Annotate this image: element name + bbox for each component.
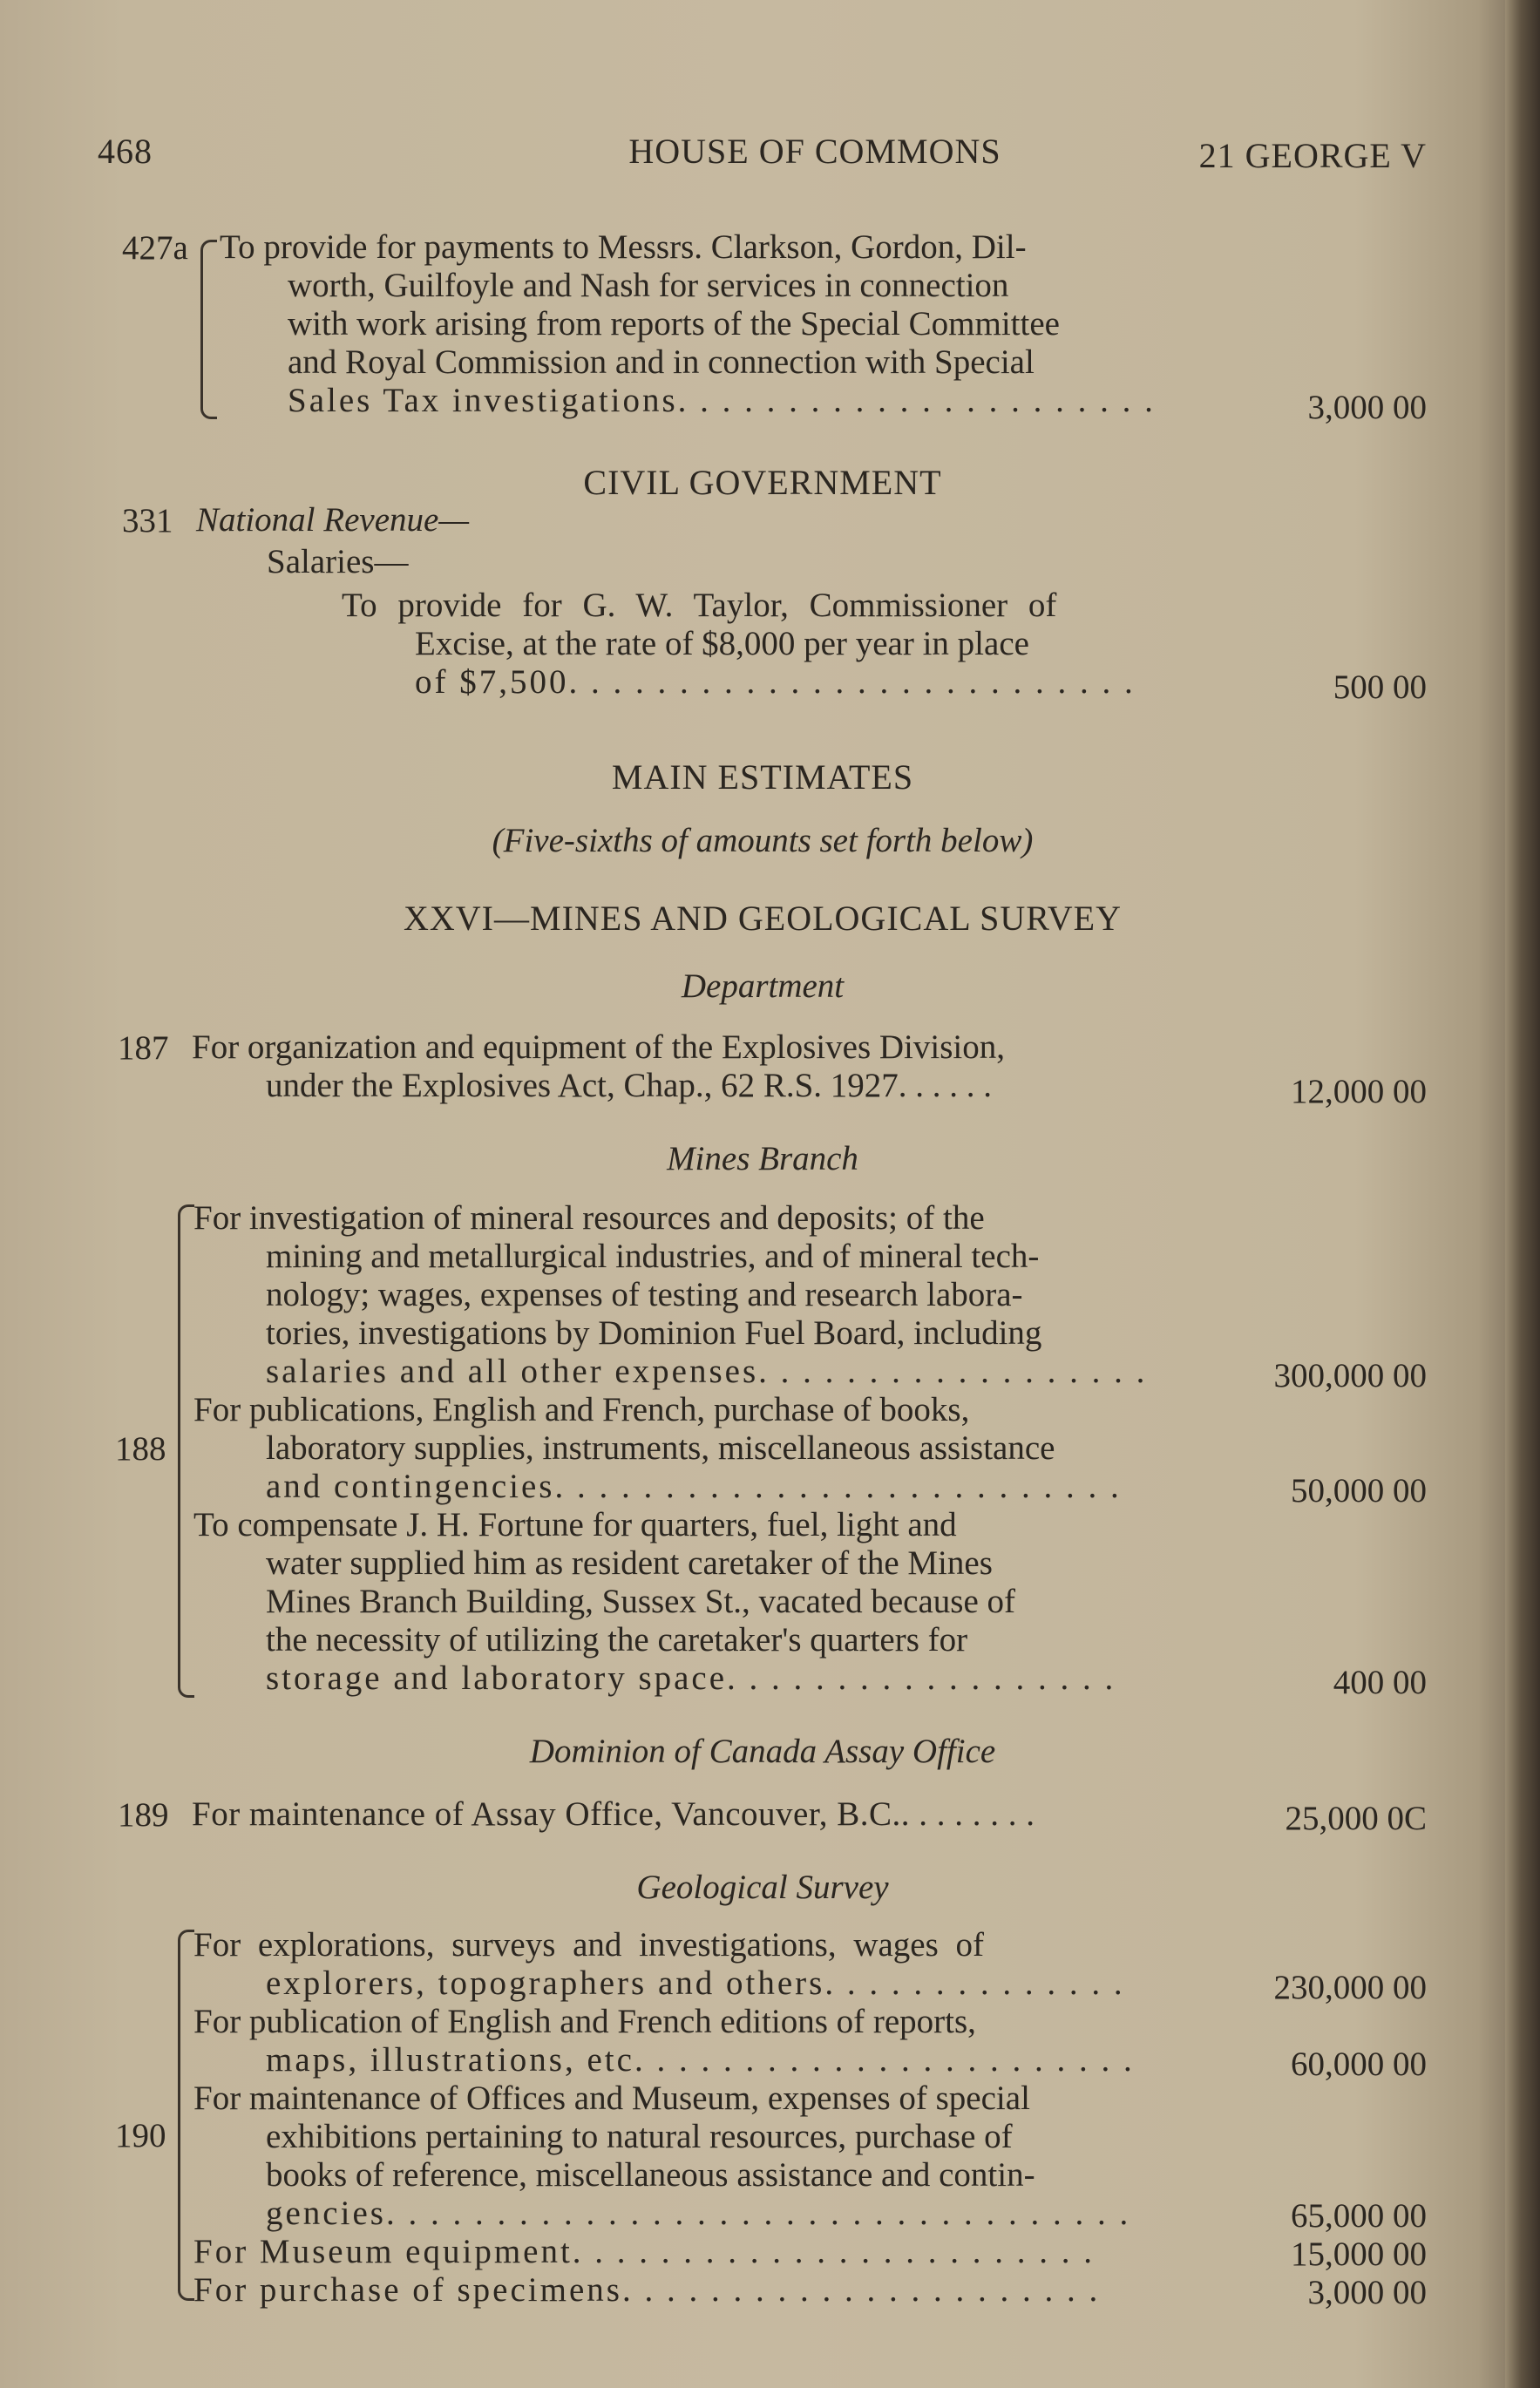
text-line: worth, Guilfoyle and Nash for services in connection <box>288 267 1009 304</box>
section-note: (Five-sixths of amounts set forth below) <box>492 822 1034 859</box>
text-line: For maintenance of Assay Office, Vancouver, B.C.. . . . . . . . <box>192 1795 1035 1833</box>
text-line: under the Explosives Act, Chap., 62 R.S. 1927. . . . . . <box>266 1067 993 1104</box>
text-line: For explorations, surveys and investigations, wages of <box>193 1926 985 1964</box>
text-line: storage and laboratory space. . . . . . . . . . . . . . . . . . <box>266 1659 1116 1697</box>
amount: 12,000 00 <box>1291 1073 1427 1110</box>
subsection-heading: Dominion of Canada Assay Office <box>529 1733 996 1770</box>
amount: 15,000 00 <box>1291 2235 1427 2273</box>
text-line: For organization and equipment of the Explosives Division, <box>192 1028 1005 1066</box>
text-line: Sales Tax investigations. . . . . . . . . . . . . . . . . . . . . . <box>288 382 1156 419</box>
page-number: 468 <box>98 132 153 171</box>
text-line: and contingencies. . . . . . . . . . . . . . . . . . . . . . . . . . <box>266 1468 1122 1505</box>
subsection-heading: Geological Survey <box>636 1869 889 1906</box>
amount: 3,000 00 <box>1307 389 1427 426</box>
text-line: books of reference, miscellaneous assistance and contin- <box>266 2156 1035 2194</box>
text-line: explorers, topographers and others. . . . . . . . . . . . . . <box>266 1964 1125 2002</box>
text-line: For publication of English and French editions of reports, <box>193 2003 976 2040</box>
vote-number: 190 <box>115 2117 166 2154</box>
text-line: For Museum equipment. . . . . . . . . . . . . . . . . . . . . . . . <box>193 2233 1096 2270</box>
text-line: For maintenance of Offices and Museum, expenses of special <box>193 2079 1030 2117</box>
text-line: with work arising from reports of the Special Committee <box>288 305 1060 343</box>
section-heading: CIVIL GOVERNMENT <box>583 463 942 502</box>
section-heading: XXVI—MINES AND GEOLOGICAL SURVEY <box>404 899 1122 938</box>
department-name: National Revenue— <box>196 501 470 539</box>
text-line: the necessity of utilizing the caretaker's quarters for <box>266 1621 968 1659</box>
subsection-heading: Mines Branch <box>667 1140 858 1177</box>
amount: 50,000 00 <box>1291 1472 1427 1509</box>
text-line: To compensate J. H. Fortune for quarters, fuel, light and <box>193 1506 957 1543</box>
text-line: For investigation of mineral resources and deposits; of the <box>193 1199 985 1237</box>
text-line: gencies. . . . . . . . . . . . . . . . . . . . . . . . . . . . . . . . . . <box>266 2195 1131 2232</box>
text-line: of $7,500. . . . . . . . . . . . . . . . . . . . . . . . . . <box>415 663 1136 701</box>
vote-number: 188 <box>115 1430 166 1468</box>
page-edge-shadow <box>1505 0 1540 2388</box>
subsection-heading: Department <box>681 967 845 1005</box>
brace <box>200 240 217 419</box>
vote-number: 189 <box>118 1796 169 1834</box>
text-line: To provide for payments to Messrs. Clarkson, Gordon, Dil- <box>220 228 1027 266</box>
section-heading: MAIN ESTIMATES <box>611 757 914 797</box>
text-line: tories, investigations by Dominion Fuel Board, including <box>266 1314 1042 1352</box>
text-line: For purchase of specimens. . . . . . . . . . . . . . . . . . . . . . <box>193 2271 1101 2309</box>
brace <box>178 1204 194 1698</box>
brace <box>178 1930 194 2301</box>
session-label: 21 GEORGE V <box>1198 136 1427 175</box>
vote-number: 331 <box>122 502 173 539</box>
text-line: mining and metallurgical industries, and of mineral tech- <box>266 1238 1040 1275</box>
running-title: HOUSE OF COMMONS <box>628 132 1001 171</box>
amount: 400 00 <box>1333 1664 1427 1701</box>
text-line: salaries and all other expenses. . . . . . . . . . . . . . . . . . <box>266 1353 1148 1390</box>
amount: 230,000 00 <box>1273 1969 1427 2006</box>
amount: 3,000 00 <box>1307 2274 1427 2311</box>
amount: 65,000 00 <box>1291 2197 1427 2235</box>
amount: 300,000 00 <box>1273 1357 1427 1394</box>
vote-number: 187 <box>118 1029 169 1067</box>
subheading: Salaries— <box>267 543 409 580</box>
text-line: water supplied him as resident caretaker of the Mines <box>266 1544 993 1582</box>
text-line: To provide for G. W. Taylor, Commissioner of <box>342 587 1057 624</box>
text-line: nology; wages, expenses of testing and research labora- <box>266 1276 1023 1313</box>
text-line: maps, illustrations, etc. . . . . . . . . . . . . . . . . . . . . . . <box>266 2041 1135 2079</box>
vote-number: 427a <box>122 229 188 267</box>
amount: 60,000 00 <box>1291 2045 1427 2083</box>
amount: 500 00 <box>1333 668 1427 706</box>
text-line: laboratory supplies, instruments, miscellaneous assistance <box>266 1429 1055 1467</box>
text-line: For publications, English and French, purchase of books, <box>193 1391 970 1428</box>
text-line: Excise, at the rate of $8,000 per year in place <box>415 625 1029 662</box>
amount: 25,000 0C <box>1285 1800 1427 1837</box>
text-line: exhibitions pertaining to natural resources, purchase of <box>266 2118 1013 2155</box>
text-line: Mines Branch Building, Sussex St., vacated because of <box>266 1583 1015 1620</box>
text-line: and Royal Commission and in connection with Special <box>288 343 1035 381</box>
